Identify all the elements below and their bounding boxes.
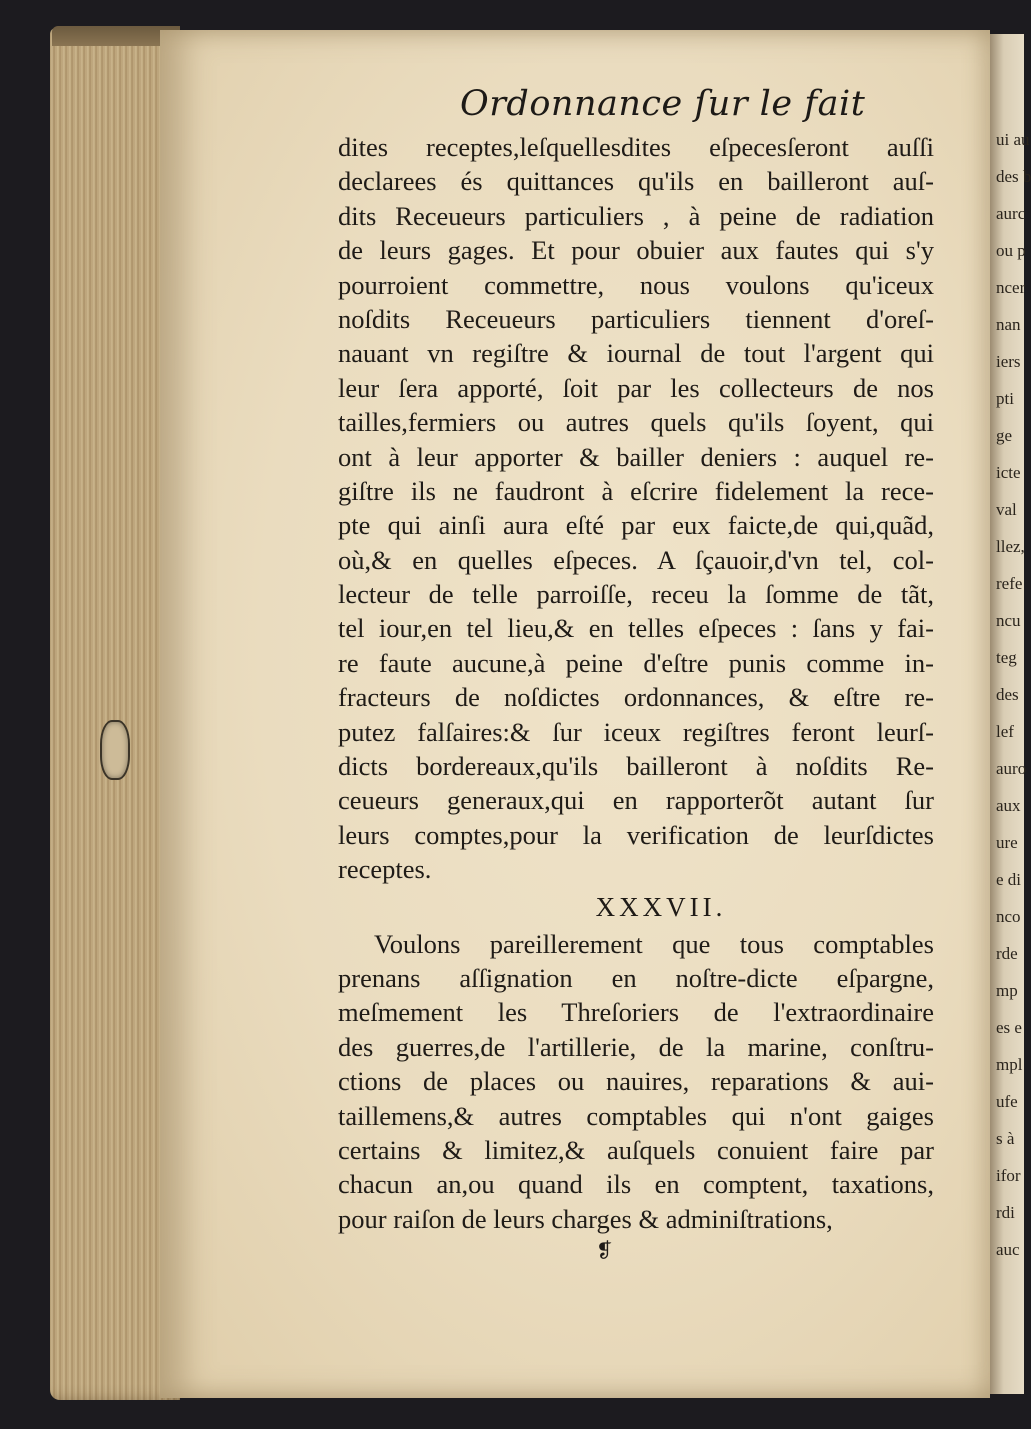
adjacent-page-fragment: aurc <box>996 204 1026 223</box>
text-line: pour raiſon de leurs charges & adminiſtrations, <box>338 1203 833 1234</box>
text-line: putez falſaires:& ſur iceux regiſtres feront leurſ- <box>338 716 934 747</box>
text-line: des guerres,de l'artillerie, de la marine, conſtru- <box>338 1031 934 1062</box>
text-line: fracteurs de noſdictes ordonnances, & eſtre re- <box>338 682 934 713</box>
adjacent-page-fragment: des b <box>996 167 1031 186</box>
text-line: meſmement les Threſoriers de l'extraordinaire <box>338 997 934 1028</box>
adjacent-page-fragment: es e <box>996 1018 1022 1037</box>
text-line: leur ſera apporté, ſoit par les collecteurs de nos <box>338 372 934 403</box>
adjacent-page-fragment: rde <box>996 944 1018 963</box>
adjacent-page-fragment: nan <box>996 315 1021 334</box>
adjacent-page-fragment: ifor <box>996 1166 1021 1185</box>
adjacent-page-fragment: mp <box>996 981 1018 1000</box>
signature-mark: ❡ <box>596 1240 613 1262</box>
adjacent-page-fragment: ou p <box>996 241 1026 260</box>
adjacent-page-fragment: ncer <box>996 278 1026 297</box>
text-line: lecteur de telle parroiſſe, receu la ſomme de tãt, <box>338 579 934 610</box>
adjacent-page-fragment: lef <box>996 722 1014 741</box>
adjacent-page-fragment: teg <box>996 648 1017 667</box>
adjacent-page-fragment: rdi <box>996 1203 1015 1222</box>
adjacent-page-fragment: mpl <box>996 1055 1023 1074</box>
running-head: Ordonnance ſur le fait <box>460 84 866 124</box>
adjacent-page-fragment: llez, <box>996 537 1025 556</box>
text-line: de leurs gages. Et pour obuier aux fautes qui s'y <box>338 235 934 266</box>
text-line: giſtre ils ne faudront à eſcrire fidelement la rece- <box>338 475 934 506</box>
body-text <box>338 130 934 1236</box>
adjacent-page-fragment: ui au <box>996 130 1030 149</box>
adjacent-page-fragment: nco <box>996 907 1021 926</box>
adjacent-page-fragment: pti <box>996 389 1014 408</box>
text-line: declarees és quittances qu'ils en bailleront auſ- <box>338 166 934 197</box>
text-line: taillemens,& autres comptables qui n'ont gaiges <box>338 1100 934 1131</box>
adjacent-page-fragment: e di <box>996 870 1022 889</box>
text-line: ceueurs generaux,qui en rapporterõt autant ſur <box>338 785 934 816</box>
adjacent-page-fragment: refe <box>996 574 1023 593</box>
text-line: où,& en quelles eſpeces. A ſçauoir,d'vn tel, col- <box>338 544 934 575</box>
text-line: Voulons pareillerement que tous comptables <box>374 928 934 959</box>
text-line: pourroient commettre, nous voulons qu'iceux <box>338 269 934 300</box>
text-line: prenans aſſignation en noſtre-dicte eſpargne, <box>338 962 934 993</box>
text-line: tailles,fermiers ou autres quels qu'ils ſoyent, qui <box>338 407 934 438</box>
text-line: certains & limitez,& auſquels conuient faire par <box>338 1134 934 1165</box>
text-line: nauant vn regiſtre & iournal de tout l'argent qui <box>338 338 934 369</box>
text-line: ctions de places ou nauires, reparations & aui- <box>338 1066 934 1097</box>
adjacent-page-fragment: val <box>996 500 1017 519</box>
adjacent-page-fragment: ufe <box>996 1092 1018 1111</box>
clasp-hole <box>100 720 130 780</box>
adjacent-page-fragment: des <box>996 685 1019 704</box>
adjacent-page-fragment: auc <box>996 1240 1020 1259</box>
text-line: dits Receueurs particuliers , à peine de radiation <box>338 200 934 231</box>
adjacent-page-fragment: ure <box>996 833 1018 852</box>
paragraph-before <box>338 130 934 887</box>
adjacent-page-fragment: auro <box>996 759 1027 778</box>
text-line: ont à leur apporter & bailler deniers : auquel re- <box>338 441 934 472</box>
paragraph-after <box>338 927 934 1237</box>
adjacent-page-strip <box>990 34 1031 1394</box>
text-line: receptes. <box>338 854 432 885</box>
adjacent-page-fragment: ge <box>996 426 1013 445</box>
section-heading: XXXVII. <box>595 891 727 922</box>
adjacent-page-fragment: s à <box>996 1129 1015 1148</box>
adjacent-page-fragment: ncu <box>996 611 1021 630</box>
text-line: tel iour,en tel lieu,& en telles eſpeces : ſans y fai- <box>338 613 934 644</box>
adjacent-page-fragment: iers <box>996 352 1021 371</box>
text-line: dicts bordereaux,qu'ils bailleront à noſdits Re- <box>338 751 934 782</box>
text-line: chacun an,ou quand ils en comptent, taxations, <box>338 1169 934 1200</box>
text-line: pte qui ainſi aura eſté par eux faicte,de qui,quãd, <box>338 510 934 541</box>
text-line: leurs comptes,pour la verification de leurſdictes <box>338 819 934 850</box>
text-line: dites receptes,leſquellesdites eſpecesſeront auſſi <box>338 132 934 162</box>
adjacent-page-fragment: icte <box>996 463 1021 482</box>
adjacent-page-fragment: aux <box>996 796 1021 815</box>
text-line: noſdits Receueurs particuliers tiennent d'oreſ- <box>338 303 934 334</box>
text-line: re faute aucune,à peine d'eſtre punis comme in- <box>338 647 934 678</box>
